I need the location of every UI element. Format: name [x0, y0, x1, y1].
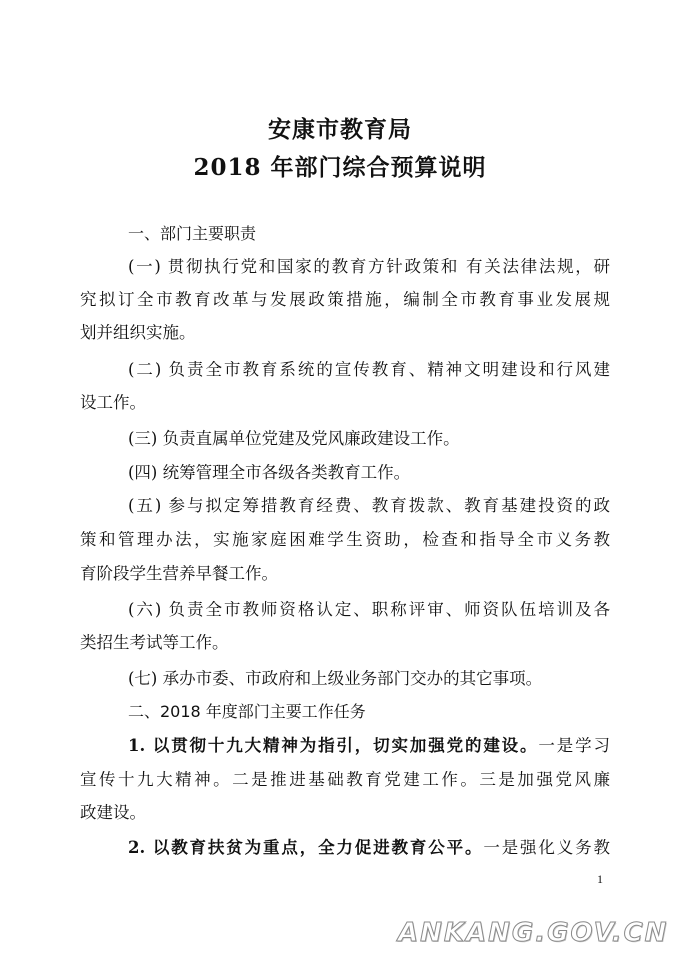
site-watermark: ANKANG.GOV.CN — [398, 918, 669, 948]
paragraph-line: (二) 负责全市教育系统的宣传教育、精神文明建设和行风建 — [128, 360, 610, 379]
paragraph-line: 育阶段学生营养早餐工作。 — [80, 564, 278, 583]
paragraph-line: (四) 统筹管理全市各级各类教育工作。 — [128, 463, 411, 482]
paragraph-line: 政建设。 — [80, 803, 146, 822]
section-heading-tasks: 二、2018 年度部门主要工作任务 — [128, 702, 366, 721]
paragraph-line — [128, 840, 610, 857]
paragraph-line: (一) 贯彻执行党和国家的教育方针政策和 有关法律法规，研 — [128, 257, 610, 276]
paragraph-line: 划并组织实施。 — [80, 323, 196, 342]
paragraph-line: 宣传十九大精神。二是推进基础教育党建工作。三是加强党风廉 — [80, 770, 610, 789]
paragraph-line: (三) 负责直属单位党建及党风廉政建设工作。 — [128, 429, 460, 448]
paragraph-line: 策和管理办法，实施家庭困难学生资助，检查和指导全市义务教 — [80, 530, 610, 549]
document-title: 安康市教育局 — [268, 116, 412, 143]
paragraph-line — [128, 738, 610, 755]
section-heading-duties: 一、部门主要职责 — [128, 224, 257, 243]
paragraph-line: 类招生考试等工作。 — [80, 633, 229, 652]
paragraph-line: 设工作。 — [80, 393, 146, 412]
paragraph-line: (六) 负责全市教师资格认定、职称评审、师资队伍培训及各 — [128, 600, 610, 619]
document-subtitle: 2018 年部门综合预算说明 — [193, 154, 487, 181]
task-heading: 2. 以教育扶贫为重点，全力促进教育公平。 — [128, 838, 484, 857]
paragraph-line: 究拟订全市教育改革与发展政策措施，编制全市教育事业发展规 — [80, 290, 610, 309]
task-text: 一是学习 — [538, 736, 610, 755]
task-text: 一是强化义务教 — [483, 838, 610, 857]
paragraph-line: (五) 参与拟定筹措教育经费、教育拨款、教育基建投资的政 — [128, 496, 610, 515]
paragraph-line: (七) 承办市委、市政府和上级业务部门交办的其它事项。 — [128, 669, 543, 688]
page-number: 1 — [597, 872, 603, 886]
task-heading: 1. 以贯彻十九大精神为指引，切实加强党的建设。 — [128, 736, 539, 755]
